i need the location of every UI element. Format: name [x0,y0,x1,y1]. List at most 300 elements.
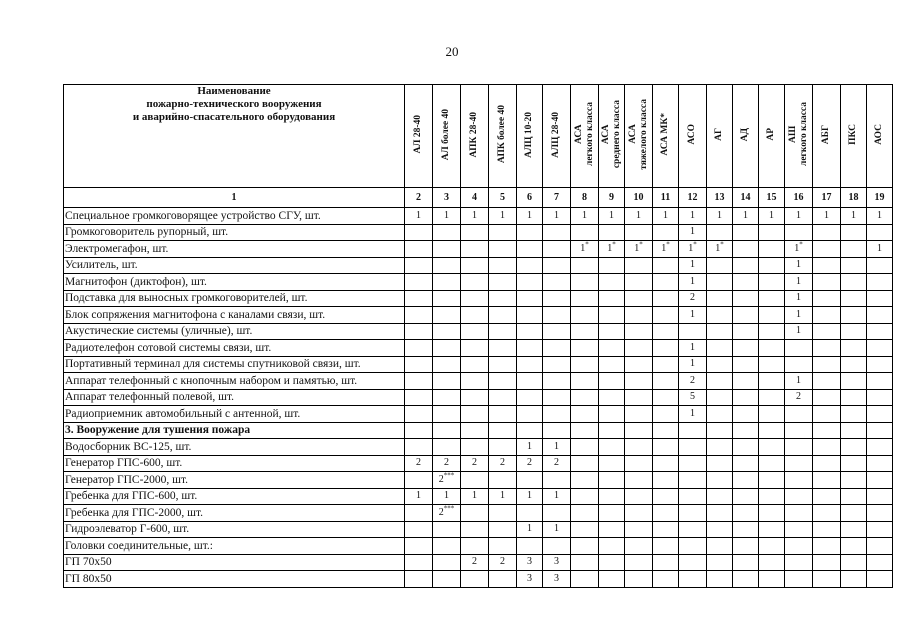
quantity-cell [625,307,653,324]
quantity-cell [543,505,571,522]
quantity-cell [785,439,813,456]
quantity-value: 1 [634,242,640,254]
quantity-cell [489,290,517,307]
item-name: Блок сопряжения магнитофона с каналами связи, шт. [64,307,405,324]
quantity-cell [867,554,893,571]
item-name: Головки соединительные, шт.: [64,538,405,555]
column-number: 6 [517,188,543,208]
item-name: Специальное громкоговорящее устройство СГУ, шт. [64,208,405,225]
quantity-cell [405,538,433,555]
quantity-cell [599,290,625,307]
quantity-cell [517,290,543,307]
quantity-cell [759,257,785,274]
quantity-cell [517,340,543,357]
quantity-cell [841,439,867,456]
quantity-cell: 1 [785,274,813,291]
quantity-cell: 1 [813,208,841,225]
quantity-cell [543,257,571,274]
quantity-cell [571,488,599,505]
quantity-cell [461,406,489,423]
quantity-cell [599,488,625,505]
quantity-cell [433,307,461,324]
quantity-cell [599,554,625,571]
column-header [625,85,653,188]
quantity-cell: 1 [433,488,461,505]
column-header-line: АР [766,128,776,141]
quantity-cell [707,538,733,555]
quantity-cell [571,472,599,489]
item-name: Аппарат телефонный с кнопочным набором и памятью, шт. [64,373,405,390]
quantity-cell [867,472,893,489]
quantity-cell [679,488,707,505]
quantity-cell [733,323,759,340]
item-name: Громкоговоритель рупорный, шт. [64,224,405,241]
quantity-cell [707,571,733,588]
quantity-cell [707,257,733,274]
table-row [64,224,893,241]
quantity-cell [733,521,759,538]
table-row [64,538,893,555]
quantity-cell [571,521,599,538]
quantity-cell: 2 [785,389,813,406]
quantity-cell [433,389,461,406]
quantity-cell: 2 [489,554,517,571]
item-name: Радиотелефон сотовой системы связи, шт. [64,340,405,357]
quantity-cell [759,389,785,406]
quantity-cell [461,290,489,307]
quantity-cell [867,340,893,357]
footnote-mark: * [666,240,670,249]
table-row [64,505,893,522]
quantity-cell [599,505,625,522]
quantity-cell [867,389,893,406]
quantity-cell [813,455,841,472]
quantity-cell [571,455,599,472]
item-name: ГП 80х50 [64,571,405,588]
quantity-cell [759,488,785,505]
name-header-line: Наименование [197,85,271,97]
quantity-cell [433,323,461,340]
quantity-cell: 1 [679,356,707,373]
quantity-cell: 1 [625,208,653,225]
quantity-cell [653,455,679,472]
item-name: Гребенка для ГПС-600, шт. [64,488,405,505]
quantity-cell [813,571,841,588]
table-row [64,389,893,406]
quantity-cell: 1 [461,208,489,225]
quantity-cell [759,505,785,522]
item-name: Водосборник ВС-125, шт. [64,439,405,456]
quantity-cell [405,521,433,538]
quantity-cell [707,406,733,423]
quantity-cell [625,323,653,340]
quantity-cell [489,389,517,406]
quantity-cell [543,356,571,373]
quantity-cell [599,323,625,340]
table-row [64,406,893,423]
quantity-cell [707,307,733,324]
table-row [64,488,893,505]
quantity-cell [461,274,489,291]
footnote-mark: *** [443,504,455,513]
item-name: Генератор ГПС-2000, шт. [64,472,405,489]
column-header-line: АПК более 40 [497,105,507,164]
quantity-cell: 2 [543,455,571,472]
quantity-cell [517,472,543,489]
quantity-cell: 1 [679,406,707,423]
quantity-cell [543,274,571,291]
quantity-cell [599,538,625,555]
quantity-cell [405,439,433,456]
page-number: 20 [445,44,459,59]
quantity-cell [813,224,841,241]
quantity-cell [707,340,733,357]
quantity-cell [841,538,867,555]
quantity-cell: 1 [759,208,785,225]
column-number: 12 [679,188,707,208]
quantity-cell [489,521,517,538]
quantity-cell [489,406,517,423]
quantity-cell [433,538,461,555]
quantity-cell [517,224,543,241]
table-row [64,521,893,538]
quantity-cell [841,455,867,472]
table-row [64,323,893,340]
table-row [64,373,893,390]
quantity-cell [841,422,867,439]
item-name: Гребенка для ГПС-2000, шт. [64,505,405,522]
quantity-cell: 1 [679,257,707,274]
quantity-cell [867,406,893,423]
column-header-line: АСО [687,124,697,145]
quantity-cell [653,571,679,588]
quantity-cell [489,571,517,588]
column-header [733,85,759,188]
quantity-cell [867,422,893,439]
quantity-cell [785,505,813,522]
quantity-cell [433,554,461,571]
quantity-cell [733,241,759,258]
column-header [461,85,489,188]
quantity-cell [625,257,653,274]
column-number: 8 [571,188,599,208]
quantity-cell [625,373,653,390]
quantity-cell [599,274,625,291]
quantity-cell [625,224,653,241]
item-name: Генератор ГПС-600, шт. [64,455,405,472]
quantity-cell [489,274,517,291]
section-title: 3. Вооружение для тушения пожара [64,422,405,439]
quantity-cell [543,406,571,423]
quantity-cell [841,241,867,258]
quantity-cell: 1 [489,208,517,225]
quantity-cell [625,241,653,258]
column-header [867,85,893,188]
quantity-cell [707,323,733,340]
quantity-value: 1 [607,242,613,254]
table-row [64,472,893,489]
quantity-cell [733,406,759,423]
column-header-line: АЛ более 40 [441,108,451,161]
quantity-cell [461,472,489,489]
quantity-cell: 1 [785,257,813,274]
quantity-cell [733,257,759,274]
quantity-cell: 1 [867,208,893,225]
quantity-cell [813,290,841,307]
quantity-cell [841,373,867,390]
section-row [64,422,893,439]
quantity-cell [813,241,841,258]
quantity-cell [517,257,543,274]
quantity-cell [867,290,893,307]
quantity-cell [813,257,841,274]
quantity-cell [759,373,785,390]
column-header-line: среднего класса [611,100,622,169]
quantity-cell [841,472,867,489]
quantity-cell [461,571,489,588]
quantity-cell [785,340,813,357]
quantity-cell [461,389,489,406]
quantity-cell [599,257,625,274]
quantity-cell [461,224,489,241]
column-header [653,85,679,188]
quantity-cell [813,356,841,373]
quantity-cell [625,389,653,406]
quantity-cell [813,439,841,456]
quantity-value: 1 [715,242,721,254]
footnote-mark: * [639,240,643,249]
column-number: 2 [405,188,433,208]
quantity-cell [733,373,759,390]
quantity-cell [489,472,517,489]
footnote-mark: * [693,240,697,249]
quantity-cell [813,488,841,505]
column-header [759,85,785,188]
quantity-cell [759,290,785,307]
quantity-cell: 1 [517,521,543,538]
column-number: 14 [733,188,759,208]
quantity-cell [653,439,679,456]
footnote-mark: * [720,240,724,249]
quantity-cell: 1 [841,208,867,225]
quantity-cell [707,521,733,538]
quantity-cell [867,224,893,241]
quantity-cell [707,488,733,505]
quantity-cell [543,422,571,439]
quantity-cell [653,422,679,439]
name-header-line: пожарно-технического вооружения [146,98,322,110]
quantity-cell: 1 [679,224,707,241]
quantity-cell: 1 [679,340,707,357]
column-number: 17 [813,188,841,208]
table-row [64,439,893,456]
quantity-cell [733,538,759,555]
name-header-line: и аварийно-спасательного оборудования [132,111,336,123]
column-number: 16 [785,188,813,208]
quantity-cell [405,472,433,489]
table-row [64,290,893,307]
quantity-cell [433,422,461,439]
header-row [64,85,893,188]
column-number: 7 [543,188,571,208]
quantity-cell [733,571,759,588]
item-name: Радиоприемник автомобильный с антенной, шт. [64,406,405,423]
quantity-cell: 1 [679,274,707,291]
quantity-cell [841,307,867,324]
quantity-cell: 2 [517,455,543,472]
quantity-cell: 1 [543,521,571,538]
quantity-cell [841,521,867,538]
quantity-cell [489,323,517,340]
quantity-cell [433,472,461,489]
quantity-cell [625,406,653,423]
table-row [64,340,893,357]
quantity-cell [653,290,679,307]
quantity-cell [405,373,433,390]
quantity-cell [841,488,867,505]
quantity-cell [517,241,543,258]
quantity-cell [785,488,813,505]
quantity-cell: 3 [543,571,571,588]
quantity-cell [867,257,893,274]
quantity-cell [543,538,571,555]
quantity-cell [759,554,785,571]
quantity-cell [517,422,543,439]
quantity-cell [867,356,893,373]
quantity-cell [733,340,759,357]
quantity-cell [733,274,759,291]
quantity-cell [517,538,543,555]
quantity-cell: 2 [489,455,517,472]
quantity-cell [571,274,599,291]
quantity-cell: 1 [543,488,571,505]
quantity-cell [461,340,489,357]
item-name: Акустические системы (уличные), шт. [64,323,405,340]
quantity-cell [679,323,707,340]
quantity-cell [653,274,679,291]
quantity-cell: 2 [461,554,489,571]
quantity-cell: 1 [405,208,433,225]
footnote-mark: * [585,240,589,249]
column-number: 4 [461,188,489,208]
quantity-cell [653,323,679,340]
column-header-line: АПК 28-40 [469,111,479,158]
quantity-cell [461,356,489,373]
table-row [64,455,893,472]
table-row [64,208,893,225]
column-header-line: АСА [573,124,584,145]
column-header-line: АШ [787,125,798,144]
quantity-cell [433,290,461,307]
quantity-cell [599,340,625,357]
quantity-cell [543,323,571,340]
quantity-cell [625,439,653,456]
column-header [599,85,625,188]
quantity-cell [679,455,707,472]
quantity-cell [707,439,733,456]
column-header [813,85,841,188]
quantity-cell: 1 [785,208,813,225]
quantity-cell [543,307,571,324]
quantity-cell [433,356,461,373]
footnote-mark: *** [443,471,455,480]
quantity-cell [571,406,599,423]
quantity-cell [625,488,653,505]
column-header-line: тяжелого класса [638,99,649,170]
column-header-line: АОС [874,124,884,145]
quantity-cell [867,307,893,324]
quantity-cell [867,455,893,472]
quantity-cell [599,224,625,241]
quantity-cell: 1 [517,439,543,456]
column-header-line: ПКС [848,124,858,145]
quantity-cell [841,257,867,274]
quantity-cell [841,224,867,241]
quantity-cell [625,571,653,588]
quantity-cell [679,439,707,456]
quantity-cell [461,422,489,439]
quantity-value: 1 [580,242,586,254]
quantity-cell [759,521,785,538]
quantity-cell [599,571,625,588]
quantity-cell [733,439,759,456]
column-header-line: АЛЦ 10-20 [524,111,534,158]
quantity-cell [813,554,841,571]
quantity-cell [599,439,625,456]
quantity-cell [405,554,433,571]
table-row [64,307,893,324]
column-number: 3 [433,188,461,208]
quantity-cell [733,488,759,505]
quantity-cell [571,389,599,406]
quantity-cell [571,571,599,588]
quantity-cell [867,274,893,291]
quantity-cell [653,241,679,258]
quantity-cell [461,307,489,324]
quantity-cell [571,290,599,307]
quantity-cell [813,340,841,357]
quantity-cell [785,406,813,423]
quantity-cell: 2 [433,455,461,472]
quantity-cell [733,224,759,241]
quantity-cell [679,571,707,588]
quantity-cell [867,488,893,505]
quantity-cell [759,538,785,555]
quantity-cell [517,389,543,406]
quantity-cell [785,455,813,472]
column-header-line: АЛ 28-40 [413,115,423,154]
quantity-cell [543,224,571,241]
quantity-cell [489,505,517,522]
column-header-line: АД [740,127,750,142]
quantity-cell [489,224,517,241]
quantity-cell [813,521,841,538]
quantity-cell [813,406,841,423]
column-header-line: легкого класса [584,102,595,167]
quantity-cell [733,356,759,373]
quantity-cell [759,439,785,456]
column-header-line: АБГ [821,124,831,145]
quantity-cell [517,356,543,373]
quantity-cell [759,274,785,291]
quantity-cell [461,505,489,522]
quantity-cell: 1 [785,323,813,340]
table-row [64,554,893,571]
quantity-cell [759,472,785,489]
quantity-cell [785,571,813,588]
quantity-cell [707,505,733,522]
item-name: Усилитель, шт. [64,257,405,274]
